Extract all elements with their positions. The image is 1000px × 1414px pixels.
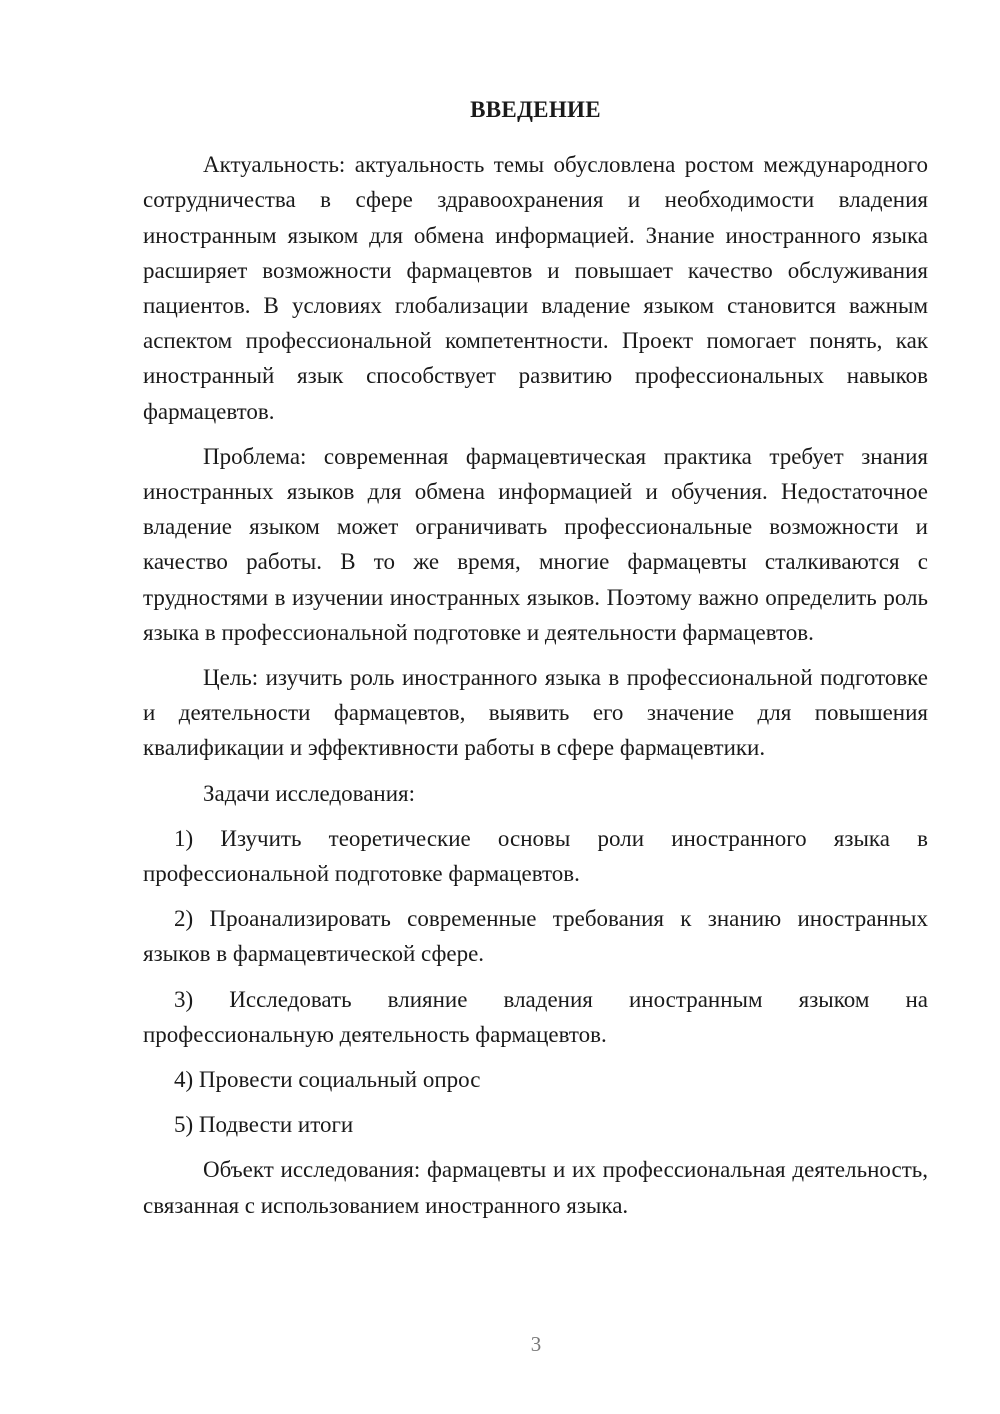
page-content bbox=[143, 92, 928, 1233]
task-item: 2) Проанализировать современные требования к знанию иностранных языков в фармацевтической сфере. bbox=[143, 906, 928, 967]
task-item: 5) Подвести итоги bbox=[174, 1112, 354, 1138]
tasks-heading: Задачи исследования: bbox=[203, 780, 416, 806]
relevance-paragraph: Актуальность: актуальность темы обусловлена ростом международного сотрудничества в сфере здравоохранения и необходимости владения иностранным языком для обмена информацией. Знание иностранного языка расширяет возможности фармацевтов и повышает качество обслуживания пациентов. В условиях глобализации владение языком становится важным аспектом профессиональной компетентности. Проект помогает понять, как иностранный язык способствует развитию профессиональных навыков фармацевтов. bbox=[143, 152, 928, 424]
problem-paragraph: Проблема: современная фармацевтическая практика требует знания иностранных языков для обмена информацией и обучения. Недостаточное владение языком может ограничивать профессиональные возможности и качество работы. В то же время, многие фармацевты сталкиваются с трудностями в изучении иностранных языков. Поэтому важно определить роль языка в профессиональной подготовке и деятельности фармацевтов. bbox=[143, 443, 928, 645]
task-item: 4) Провести социальный опрос bbox=[174, 1067, 481, 1093]
goal-paragraph: Цель: изучить роль иностранного языка в профессиональной подготовке и деятельности фармацевтов, выявить его значение для повышения квалификации и эффективности работы в сфере фармацевтики. bbox=[143, 665, 928, 761]
section-heading: ВВЕДЕНИЕ bbox=[470, 97, 601, 122]
task-item: 3) Исследовать влияние владения иностранным языком на профессиональную деятельность фармацевтов. bbox=[143, 986, 928, 1047]
object-paragraph: Объект исследования: фармацевты и их профессиональная деятельность, связанная с использованием иностранного языка. bbox=[143, 1157, 928, 1218]
page-number: 3 bbox=[530, 1332, 542, 1356]
task-item: 1) Изучить теоретические основы роли иностранного языка в профессиональной подготовке фармацевтов. bbox=[143, 825, 928, 887]
